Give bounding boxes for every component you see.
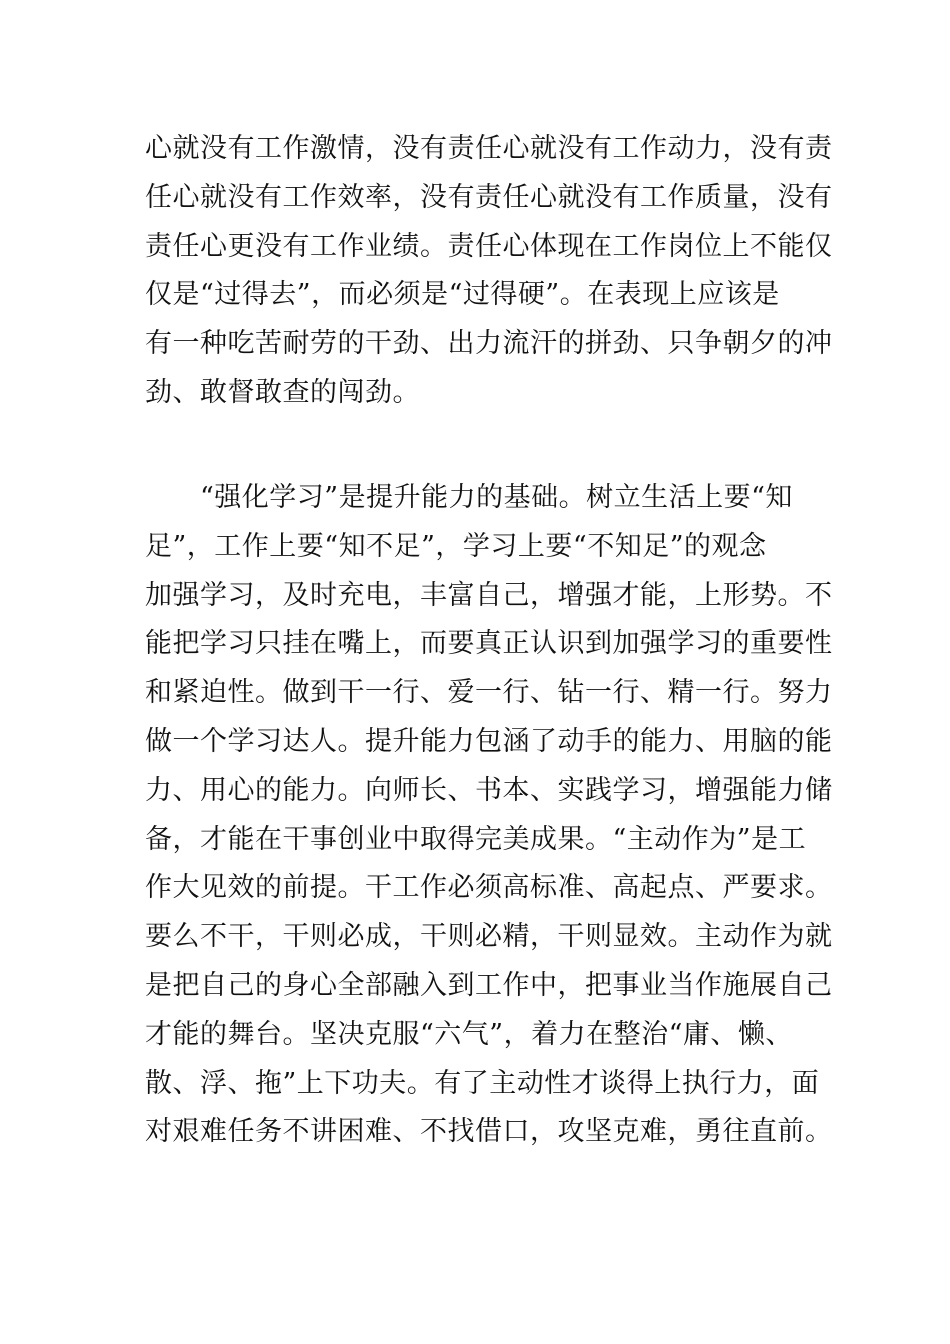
text-line: 和紧迫性。做到干一行、爱一行、钻一行、精一行。努力 <box>145 677 833 709</box>
text-line: 做一个学习达人。提升能力包涵了动手的能力、用脑的能 <box>145 725 833 757</box>
text-line: 散、浮、拖”上下功夫。有了主动性才谈得上执行力，面 <box>145 1067 820 1099</box>
text-line: 心就没有工作激情，没有责任心就没有工作动力，没有责 <box>145 133 833 164</box>
text-line: 才能的舞台。坚决克服“六气”，着力在整治“庸、懒、 <box>145 1018 793 1050</box>
text-line: 加强学习，及时充电，丰富自己，增强才能，上形势。不 <box>145 579 833 611</box>
text-line: 有一种吃苦耐劳的干劲、出力流汗的拼劲、只争朝夕的冲 <box>145 328 833 360</box>
text-line: 作大见效的前提。干工作必须高标准、高起点、严要求。 <box>145 872 833 904</box>
text-line: 劲、敢督敢查的闯劲。 <box>145 376 420 408</box>
text-line: 仅是“过得去”，而必须是“过得硬”。在表现上应该是 <box>145 279 780 311</box>
text-line: 责任心更没有工作业绩。责任心体现在工作岗位上不能仅 <box>145 230 833 262</box>
text-line: 能把学习只挂在嘴上，而要真正认识到加强学习的重要性 <box>145 628 833 660</box>
text-line: 备，才能在干事创业中取得完美成果。“主动作为”是工 <box>145 823 807 855</box>
paragraph-responsibility <box>145 125 833 418</box>
text-line: 任心就没有工作效率，没有责任心就没有工作质量，没有 <box>145 181 833 213</box>
text-line: 足”，工作上要“知不足”，学习上要“不知足”的观念 <box>145 530 767 562</box>
text-line: “强化学习”是提升能力的基础。树立生活上要“知 <box>145 482 793 513</box>
text-line: 力、用心的能力。向师长、书本、实践学习，增强能力储 <box>145 774 833 806</box>
paragraph-study-and-initiative <box>145 474 833 1157</box>
text-line: 是把自己的身心全部融入到工作中，把事业当作施展自己 <box>145 969 833 1001</box>
text-line: 对艰难任务不讲困难、不找借口，攻坚克难，勇往直前。 <box>145 1116 833 1148</box>
text-line: 要么不干，干则必成，干则必精，干则显效。主动作为就 <box>145 921 833 953</box>
